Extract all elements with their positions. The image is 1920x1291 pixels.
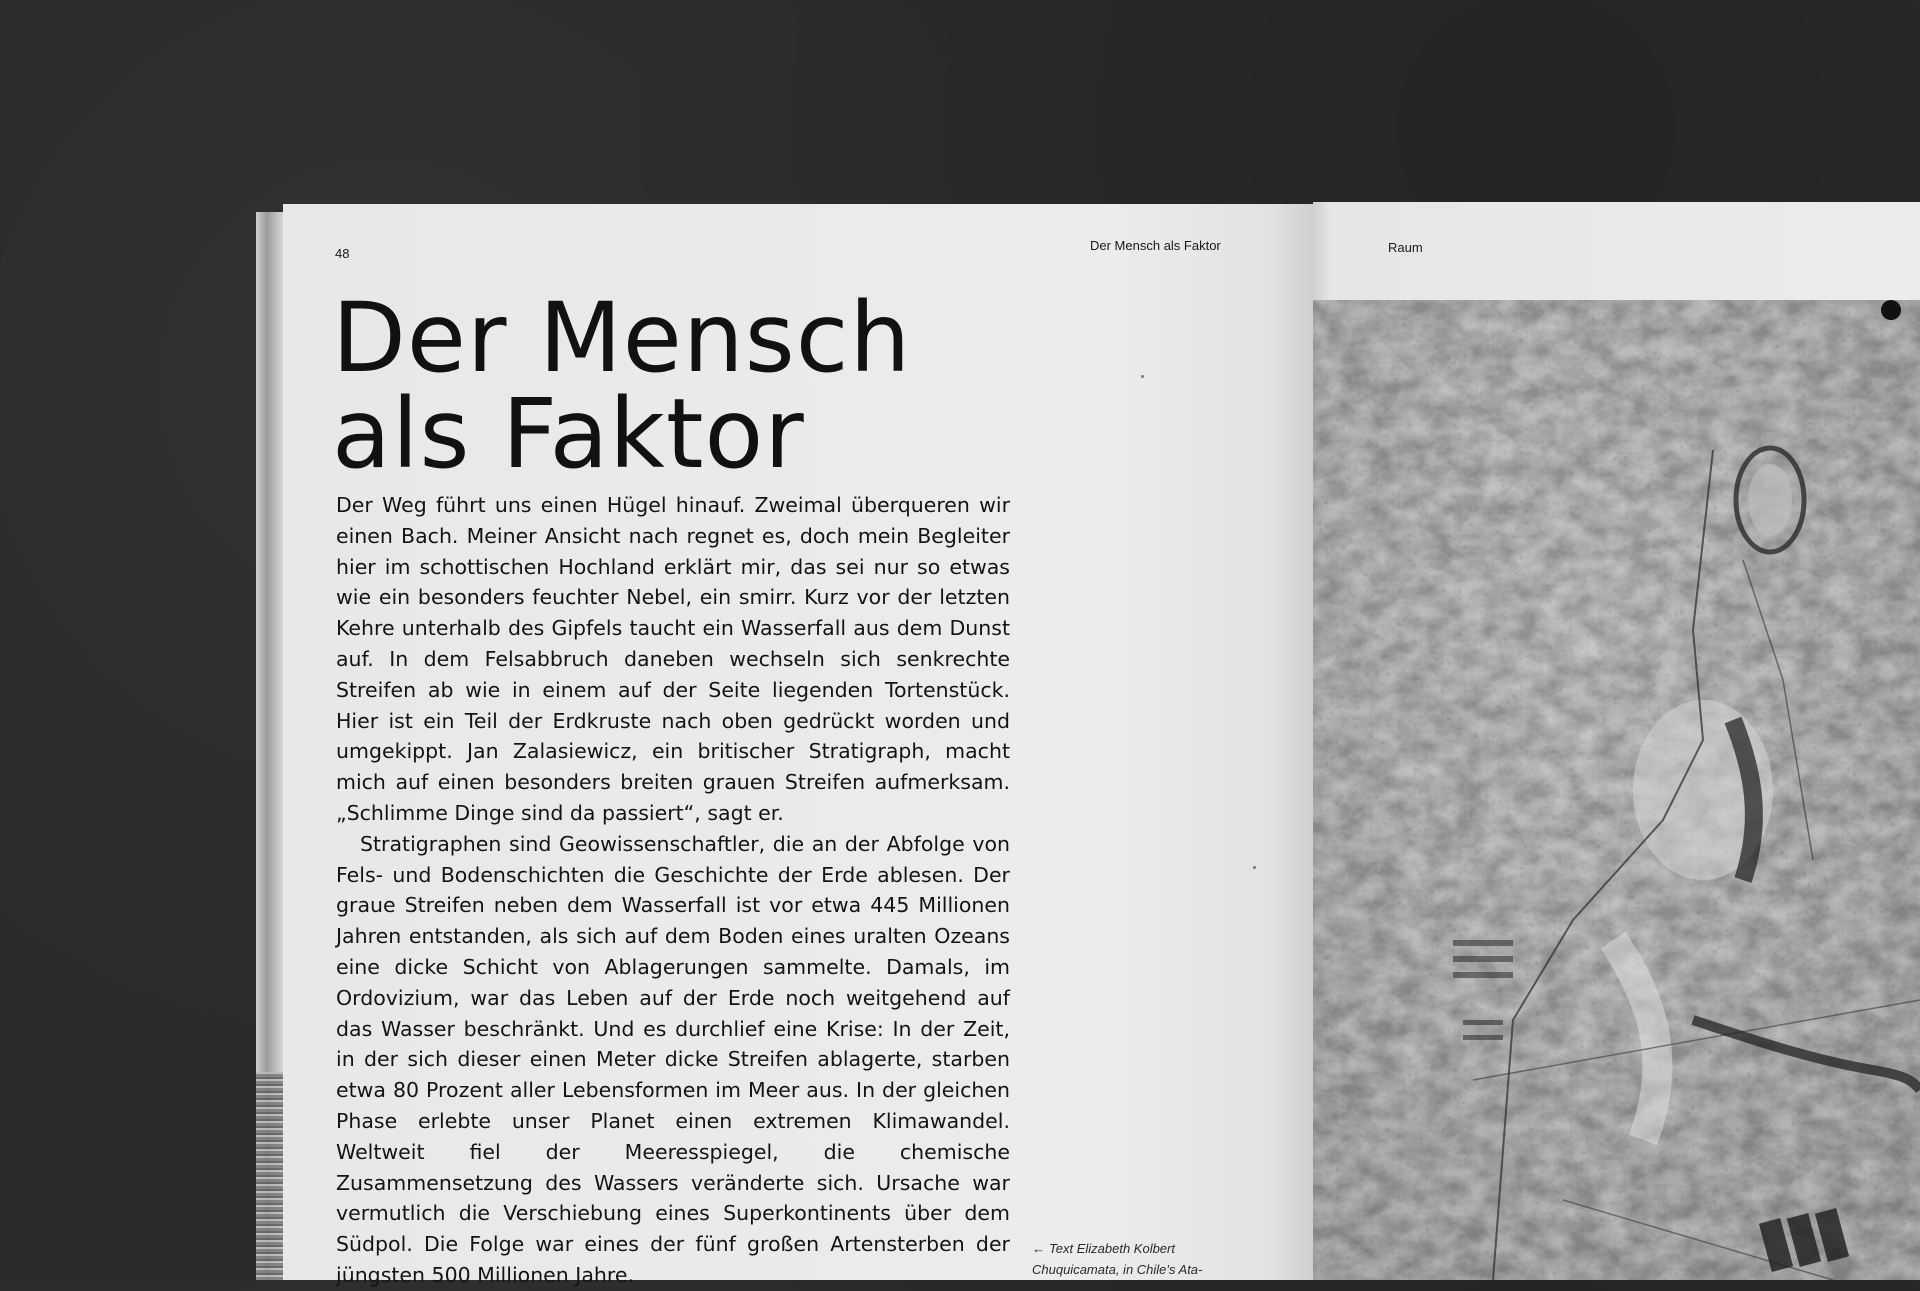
body-paragraph-2: Stratigraphen sind Geowissenschaftler, die an der Abfolge von Fels- und Bodenschichten die Geschichte der Erde ablesen. Der graue Streifen neben dem Wasserfall ist vor etwa 445 Millionen Jahren entstanden, als sich auf dem Boden eines uralten Ozeans eine dicke Schicht von Ablagerungen sammelte. Damals, im Ordovizium, war das Leben auf der Erde noch weitgehend auf das Wasser beschränkt. Und es durchlief eine Krise: In der Zeit, in der sich dieser einen Meter dicke Streifen ablagerte, starben etwa 80 Prozent aller Lebensformen im Meer aus. In der gleichen Phase erlebte unser Planet einen extremen Klimawandel. Weltweit fiel der Meeresspiegel, die chemische Zusammensetzung des Wassers veränderte sich. Ursache war vermutlich die Verschiebung eines Superkontinents über dem Südpol. Die Folge war eines der fünf großen Artensterben der jüngsten 500 Millionen Jahre. (336, 831, 1010, 1287)
image-caption (1032, 1238, 1242, 1280)
page-edge-strip (256, 212, 284, 1280)
arrow-left-icon: ← (1032, 1241, 1045, 1256)
body-paragraph-1: Der Weg führt uns einen Hügel hinauf. Zweimal überqueren wir einen Bach. Meiner Ansicht nach regnet es, doch mein Begleiter hier im schottischen Hochland erklärt mir, das sei nur so etwas wie ein besonders feuchter Nebel, ein smirr. Kurz vor der letzten Kehre unterhalb des Gipfels taucht ein Wasserfall aus dem Dunst auf. In dem Felsabbruch daneben wechseln sich senkrechte Streifen ab wie in einem auf der Seite liegenden Tortenstück. Hier ist ein Teil der Erdkruste nach oben gedrückt worden und umgekippt. Jan Zalasiewicz, ein britischer Stratigraph, macht mich auf einen besonders breiten grauen Streifen aufmerksam. „Schlimme Dinge sind da passiert“, sagt er. (336, 493, 1010, 825)
article-title (332, 282, 1052, 490)
page-number: 48 (335, 246, 350, 261)
title-line-1: Der Mensch (332, 282, 912, 394)
article-body (336, 490, 1010, 1291)
page-edge-photo (256, 1072, 284, 1280)
caption-description: Chuquicamata, in Chile's Ata- (1032, 1262, 1203, 1277)
title-line-2: als Faktor (332, 378, 805, 490)
section-label: Raum (1388, 240, 1423, 255)
aerial-mine-photo (1313, 300, 1920, 1280)
paper-speck (1253, 866, 1256, 869)
paper-speck (1141, 375, 1144, 378)
caption-credit: Text Elizabeth Kolbert (1049, 1241, 1175, 1256)
aerial-mine-landscape-icon (1313, 300, 1920, 1280)
running-head: Der Mensch als Faktor (1090, 238, 1221, 253)
